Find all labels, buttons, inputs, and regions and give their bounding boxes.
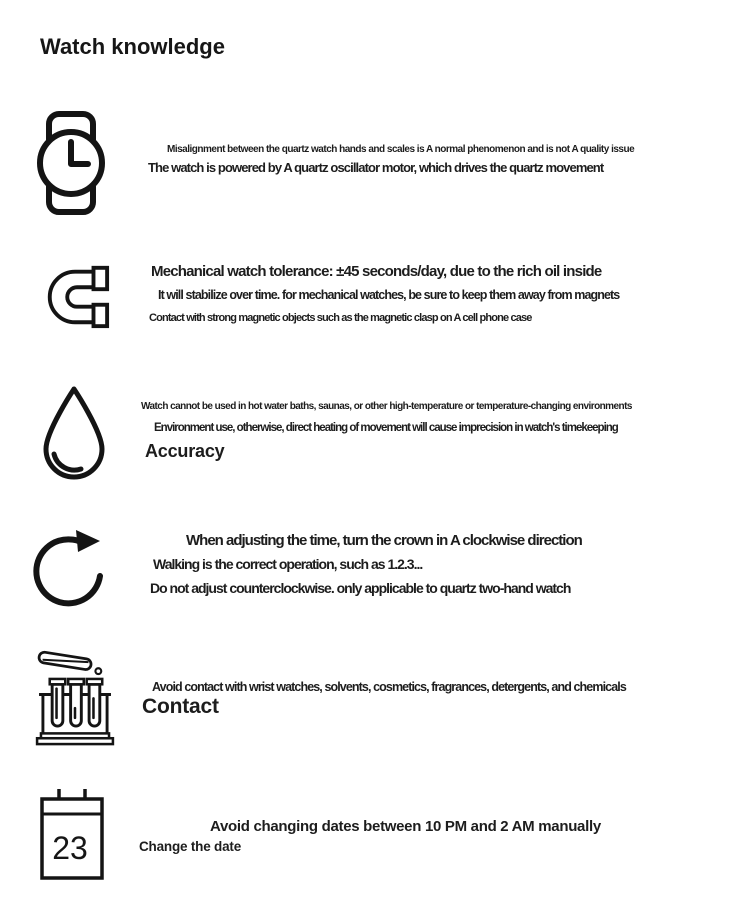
crown-main-line: When adjusting the time, turn the crown in A clockwise direction bbox=[186, 532, 582, 549]
crown-sub-line: Walking is the correct operation, such as 1.2.3... bbox=[153, 556, 423, 572]
accuracy-heading: Accuracy bbox=[145, 441, 225, 461]
contact-heading: Contact bbox=[142, 695, 219, 718]
magnet-sub-line: It will stabilize over time. for mechanical watches, be sure to keep them away from magnets bbox=[158, 288, 620, 302]
chemicals-note-line: Avoid contact with wrist watches, solvents, cosmetics, fragrances, detergents, and chemicals bbox=[152, 680, 626, 694]
page-title: Watch knowledge bbox=[40, 34, 225, 59]
magnet-icon bbox=[40, 261, 112, 331]
crown-note-line: Do not adjust counterclockwise. only applicable to quartz two-hand watch bbox=[150, 580, 571, 596]
test-tubes-icon bbox=[33, 642, 117, 747]
calendar-icon bbox=[37, 787, 107, 881]
clockwise-arrow-icon bbox=[30, 524, 110, 614]
temperature-sub-line: Environment use, otherwise, direct heating of movement will cause imprecision in watch's timekeeping bbox=[154, 422, 618, 434]
calendar-day: 23 bbox=[52, 830, 88, 866]
date-main-line: Avoid changing dates between 10 PM and 2 AM manually bbox=[210, 818, 601, 835]
magnet-note-line: Contact with strong magnetic objects such as the magnetic clasp on A cell phone case bbox=[149, 312, 532, 324]
magnet-main-line: Mechanical watch tolerance: ±45 seconds/day, due to the rich oil inside bbox=[151, 263, 602, 280]
quartz-note-line: Misalignment between the quartz watch hands and scales is A normal phenomenon and is not A quality issue bbox=[167, 144, 635, 155]
watch-icon bbox=[36, 110, 106, 216]
water-drop-icon bbox=[37, 382, 111, 482]
quartz-main-line: The watch is powered by A quartz oscillator motor, which drives the quartz movement bbox=[148, 160, 604, 175]
temperature-note-line: Watch cannot be used in hot water baths, saunas, or other high-temperature or temperature-changing environments bbox=[141, 401, 632, 412]
date-sub-line: Change the date bbox=[139, 839, 242, 854]
